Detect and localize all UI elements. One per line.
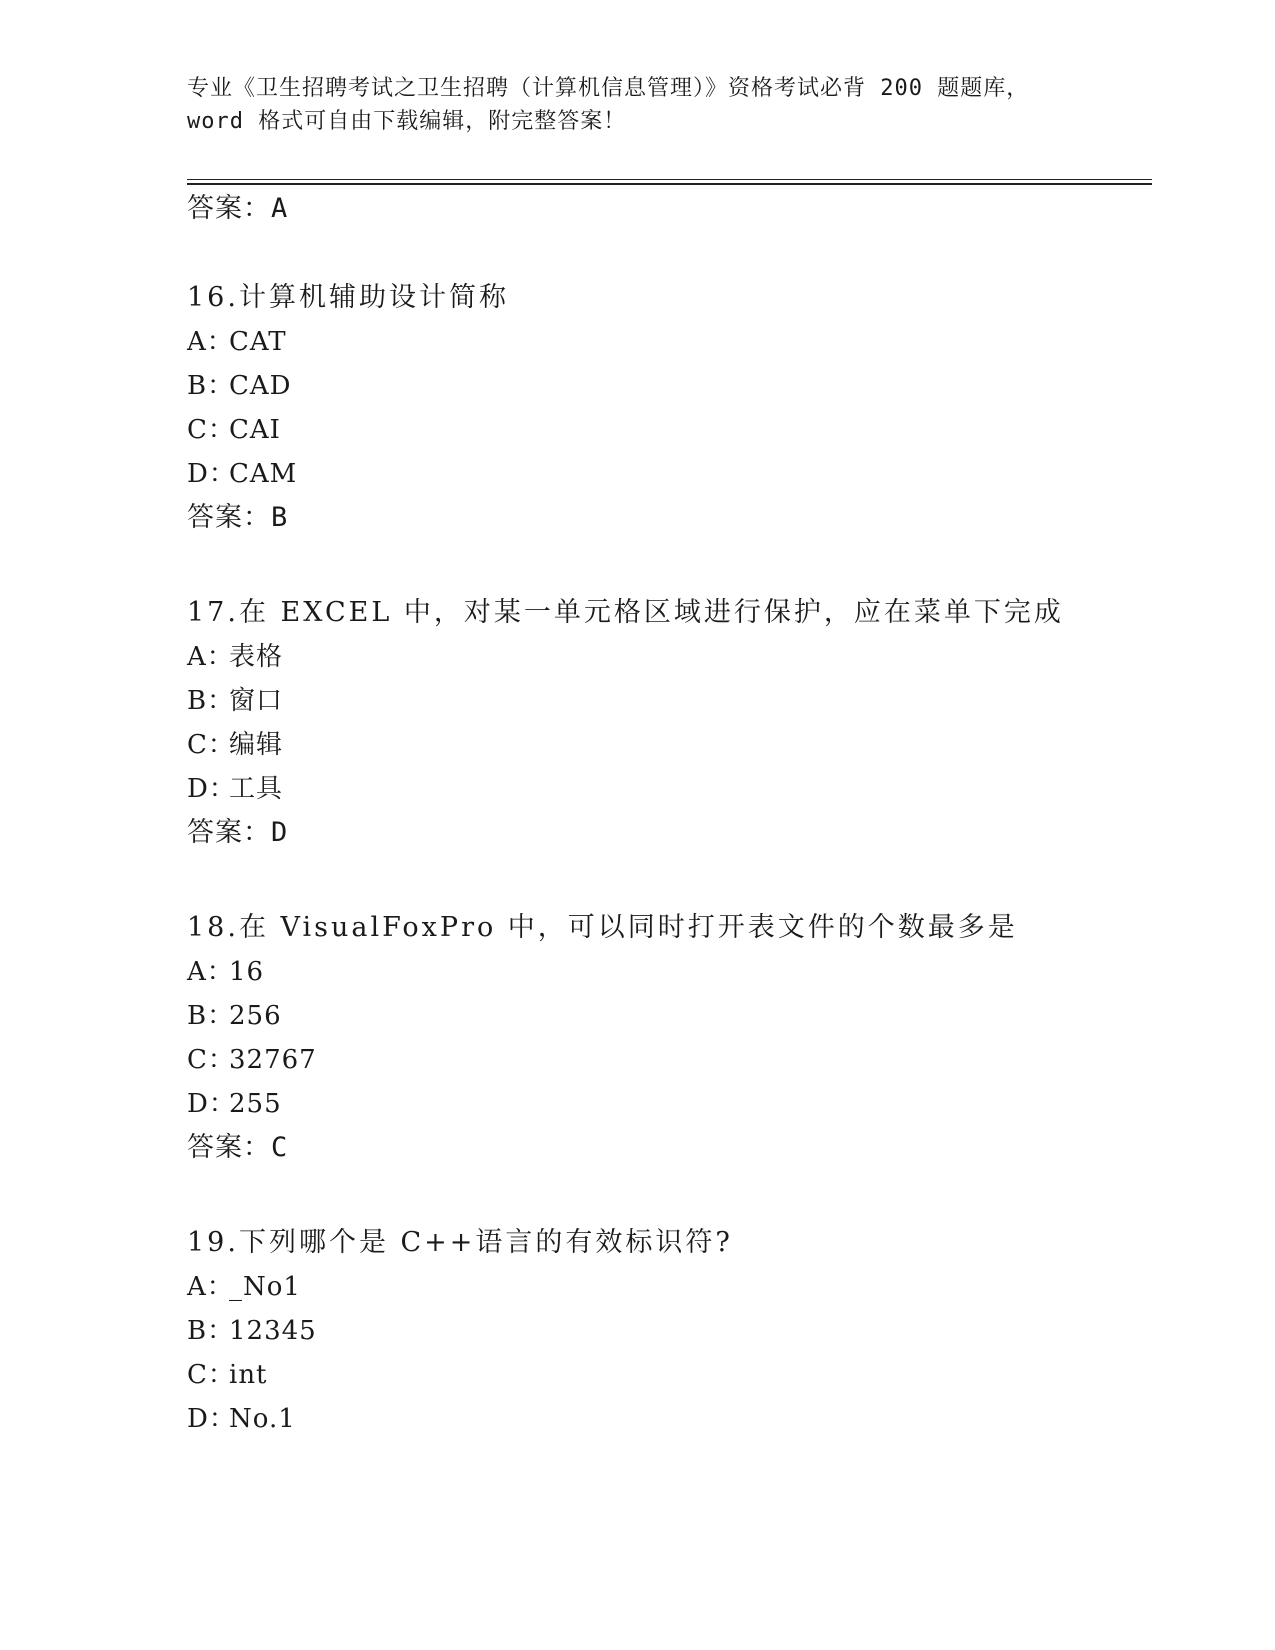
option-label: C：	[187, 730, 235, 760]
question-17-answer: 答案：D	[187, 817, 289, 848]
question-16-option-c	[187, 410, 281, 450]
option-label: A：	[187, 327, 234, 357]
question-18-option-a	[187, 952, 264, 992]
option-text: 工具	[229, 774, 284, 804]
question-19-option-c	[187, 1355, 268, 1395]
question-17-option-a	[187, 637, 283, 677]
question-18-stem: 18.在 VisualFoxPro 中，可以同时打开表文件的个数最多是	[187, 912, 1018, 943]
question-16-stem: 16.计算机辅助设计简称	[187, 282, 509, 313]
question-16-option-a	[187, 322, 287, 362]
option-text: CAT	[229, 327, 287, 357]
option-text: 表格	[229, 642, 284, 672]
question-18-answer: 答案：C	[187, 1132, 289, 1163]
option-label: C：	[187, 415, 235, 445]
option-text: 32767	[229, 1045, 317, 1075]
option-label: B：	[187, 371, 235, 401]
option-label: D：	[187, 459, 236, 489]
header-divider-thick	[187, 183, 1152, 185]
option-text: No.1	[229, 1404, 296, 1434]
question-19-stem: 19.下列哪个是 C++语言的有效标识符?	[187, 1227, 733, 1258]
option-label: A：	[187, 642, 234, 672]
option-label: A：	[187, 1272, 234, 1302]
question-17-option-b	[187, 681, 283, 721]
header-divider-thin	[187, 179, 1152, 180]
option-text: 255	[229, 1089, 282, 1119]
option-text: 12345	[229, 1316, 317, 1346]
document-header	[187, 72, 1087, 138]
option-label: C：	[187, 1360, 235, 1390]
option-label: D：	[187, 1404, 236, 1434]
question-19-option-d	[187, 1399, 296, 1439]
header-line-1: 专业《卫生招聘考试之卫生招聘（计算机信息管理）》资格考试必背 200 题题库，	[187, 76, 1030, 101]
option-text: 256	[229, 1001, 282, 1031]
option-text: 编辑	[229, 730, 284, 760]
option-text: _No1	[229, 1272, 301, 1302]
option-label: C：	[187, 1045, 235, 1075]
option-label: D：	[187, 774, 236, 804]
question-17-option-c	[187, 725, 283, 765]
option-text: CAD	[229, 371, 292, 401]
previous-answer: 答案：A	[187, 193, 289, 224]
option-text: CAM	[229, 459, 298, 489]
question-17-stem: 17.在 EXCEL 中，对某一单元格区域进行保护，应在菜单下完成	[187, 597, 1064, 628]
option-text: 窗口	[229, 686, 284, 716]
question-16-option-b	[187, 366, 292, 406]
option-text: CAI	[229, 415, 281, 445]
question-16-option-d	[187, 454, 297, 494]
option-label: B：	[187, 686, 235, 716]
option-text: 16	[229, 957, 265, 987]
question-19-option-b	[187, 1311, 317, 1351]
header-line-2: word 格式可自由下载编辑，附完整答案！	[187, 109, 627, 134]
option-text: int	[229, 1360, 268, 1390]
question-18-option-c	[187, 1040, 317, 1080]
option-label: B：	[187, 1316, 235, 1346]
question-18-option-d	[187, 1084, 282, 1124]
option-label: D：	[187, 1089, 236, 1119]
option-label: A：	[187, 957, 234, 987]
option-label: B：	[187, 1001, 235, 1031]
question-18-option-b	[187, 996, 282, 1036]
question-17-option-d	[187, 769, 283, 809]
question-16-answer: 答案：B	[187, 502, 289, 533]
question-19-option-a	[187, 1267, 301, 1307]
